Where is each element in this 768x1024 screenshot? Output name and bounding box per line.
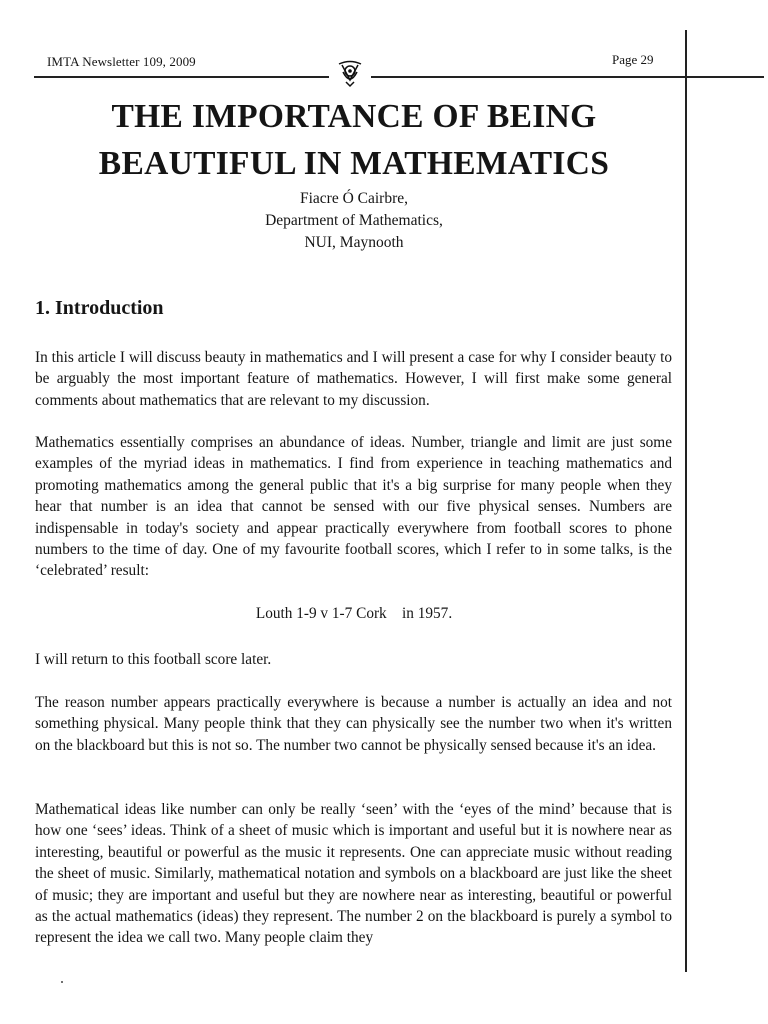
- paragraph-intro: In this article I will discuss beauty in mathematics and I will present a case for why I consider beauty to be arguably the most important feature of mathematics. However, I will first make some general comments about mathematics that are relevant to my discussion.: [35, 349, 672, 409]
- title-line-1: THE IMPORTANCE OF BEING: [111, 98, 597, 135]
- title-line-2: BEAUTIFUL IN MATHEMATICS: [98, 145, 610, 182]
- author-name: Fiacre Ó Cairbre,: [299, 190, 409, 207]
- celtic-knot-emblem-icon: [333, 58, 367, 88]
- author-institution: NUI, Maynooth: [304, 234, 404, 251]
- paragraph-return: I will return to this football score later.: [35, 651, 272, 668]
- header-rule-left: [34, 76, 329, 78]
- paragraph-number-idea: The reason number appears practically everywhere is because a number is actually an idea and not something physical. Many people think that they can physically see the number two when it's written on the blackboard but this is not so. The number two cannot be physically sensed because it's an idea.: [35, 694, 672, 754]
- section-heading: 1. Introduction: [35, 297, 164, 319]
- vertical-page-rule: [685, 30, 687, 972]
- paragraph-eyes-of-mind: Mathematical ideas like number can only be really ‘seen’ with the ‘eyes of the mind’ because that is how one ‘sees’ ideas. Think of a sheet of music which is important and useful but it is nowhere near as interesting, beautiful or powerful as the music it represents. One can appreciate music without reading the sheet of music. Similarly, mathematical notation and symbols on a blackboard are just like the sheet of music; they are important and useful but they are nowhere near as interesting, beautiful or powerful as the actual mathematics (ideas) they represent. The number 2 on the blackboard is purely a symbol to represent the idea we call two. Many people claim they: [35, 801, 672, 947]
- page-number: Page 29: [612, 52, 654, 67]
- newsletter-label: IMTA Newsletter 109, 2009: [47, 54, 196, 69]
- header-rule-right: [371, 76, 764, 78]
- scan-speck: [61, 981, 63, 983]
- football-score-line: Louth 1-9 v 1-7 Cork in 1957.: [255, 605, 453, 622]
- author-department: Department of Mathematics,: [265, 212, 443, 229]
- paragraph-ideas: Mathematics essentially comprises an abundance of ideas. Number, triangle and limit are just some examples of the myriad ideas in mathematics. I find from experience in teaching mathematics and promoting mathematics among the general public that it's a big surprise for many people when they hear that number is an idea that cannot be sensed with our five physical senses. Numbers are indispensable in today's society and appear practically everywhere from football scores to phone numbers to the time of day. One of my favourite football scores, which I refer to in some talks, is the ‘celebrated’ result:: [35, 434, 672, 580]
